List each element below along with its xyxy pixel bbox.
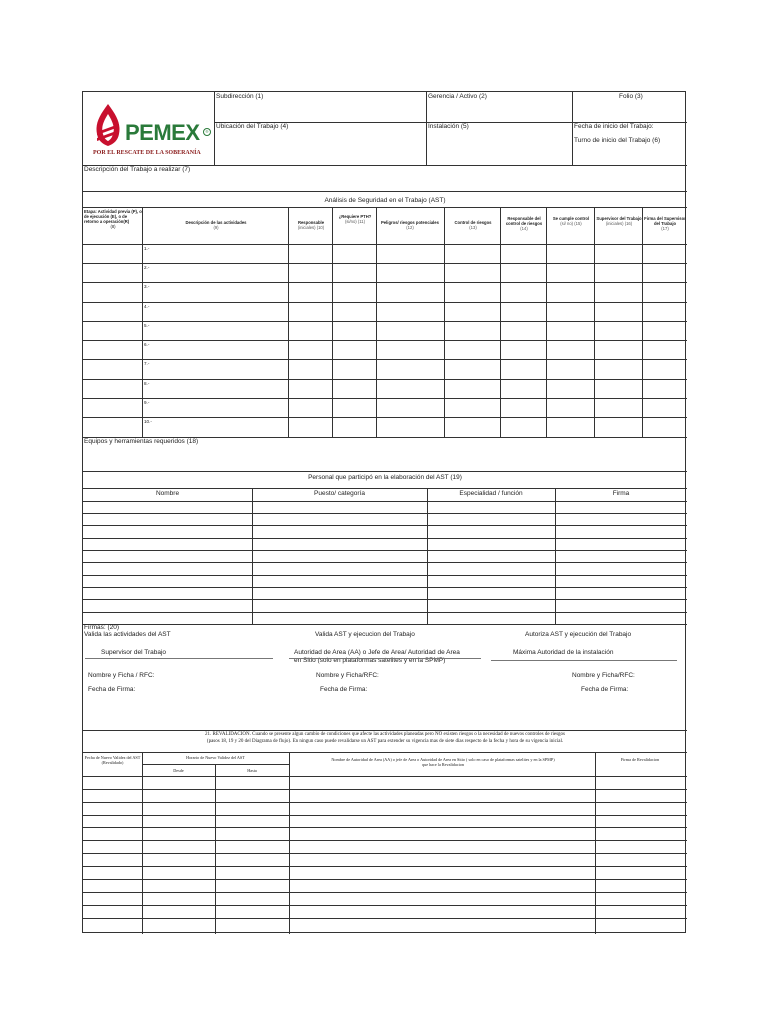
col-resp-control-header: Responsable del control de riesgos (14) — [505, 216, 543, 231]
col-peligros-header: Peligros/ riesgos potenciales (12) — [381, 220, 439, 230]
ast-row-8: 8.- — [144, 381, 150, 386]
reval-col-firma: Firma de Revalidacion — [620, 757, 660, 762]
reval-col-nombre: Nombre de Autoridad de Area (AA) o jefe de Area o Autoridad de Area en Sitio ( solo en caso de plataformas satelites y en la SPMP) que hace la Revalidacion — [331, 757, 555, 767]
fecha-inicio-label: Fecha de inicio del Trabajo: — [574, 123, 654, 130]
reval-col-horario: Horario de Nuevo Validez del AST — [186, 755, 245, 760]
reval-col-desde: Desde — [173, 768, 184, 773]
ubicacion-label: Ubicación del Trabajo (4) — [216, 123, 289, 130]
valida-ejecucion-label: Valida AST y ejecucion del Trabajo — [315, 631, 415, 638]
ast-row-5: 5.- — [144, 323, 150, 328]
supervisor-label: Supervisor del Trabajo — [101, 649, 167, 656]
fecha-firma-1: Fecha de Firma: — [88, 686, 136, 693]
autoridad-label: Autoridad de Area (AA) o Jefe de Area/ Autoridad de Area en Sitio (solo en plataformas satelites y en la SPMP) — [294, 649, 460, 664]
ast-row-3: 3.- — [144, 284, 150, 289]
personal-title: Personal que participó en la elaboración del AST (19) — [308, 474, 462, 481]
gerencia-label: Gerencia / Activo (2) — [428, 93, 487, 100]
col-supervisor-header: Supervisor del Trabajo (iniciales) (16) — [596, 216, 642, 226]
autoriza-label: Autoriza AST y ejecución del Trabajo — [525, 631, 632, 638]
personal-col-puesto: Puesto/ categoría — [314, 490, 365, 497]
logo-text: PEMEX — [125, 120, 200, 145]
nombre-ficha-1: Nombre y Ficha / RFC: — [88, 672, 155, 679]
ast-row-6: 6.- — [144, 342, 150, 347]
nombre-ficha-2: Nombre y Ficha/RFC: — [316, 672, 379, 679]
col-se-cumple-header: Se cumple control (si/ no) (15) — [552, 216, 590, 226]
col-firma-header: Firma del Supervisor del Trabajo (17) — [644, 216, 686, 231]
ast-row-1: 1.- — [144, 246, 150, 251]
instalacion-label: Instalación (5) — [428, 123, 469, 130]
registered-icon: ® — [203, 128, 211, 136]
reval-col-fecha: Fecha de Nuevo Validez del AST (Revalidado) — [84, 755, 141, 765]
firmas-label: Firmas: (20) — [84, 624, 120, 631]
ast-row-2: 2.- — [144, 265, 150, 270]
reval-col-hasta: Hasta — [247, 768, 257, 773]
logo-tagline: POR EL RESCATE DE LA SOBERANÍA — [93, 150, 201, 156]
col-responsable-header: Responsable (iniciales) (10) — [297, 220, 325, 230]
subdireccion-label: Subdirección (1) — [216, 93, 264, 100]
ast-title: Análisis de Seguridad en el Trabajo (AST) — [324, 197, 446, 204]
revalidacion-text: 21. REVALIDACION. Cuando se presente algun cambio de condiciones que afecte las actividades planeadas pero NO existen riesgos o la necesidad de nuevos controles de riesgos (pasos 18, 19 y 20 del Diagrama de flujo). En ningun caso puede revalidarse un AST para extender su vigencia mas de siete dias respecto de la fecha y hora de su vigencia inicial. — [205, 732, 565, 744]
fecha-firma-3: Fecha de Firma: — [581, 686, 629, 693]
turno-inicio-label: Turno de inicio del Trabajo (6) — [574, 137, 661, 144]
descripcion-label: Descripción del Trabajo a realizar (7) — [84, 166, 191, 173]
personal-col-firma: Firma — [612, 490, 630, 497]
maxima-label: Máxima Autoridad de la instalación — [513, 649, 614, 656]
fecha-firma-2: Fecha de Firma: — [320, 686, 368, 693]
ast-form — [82, 91, 686, 933]
folio-label: Folio (3) — [619, 93, 643, 100]
ast-row-4: 4.- — [144, 304, 150, 309]
nombre-ficha-3: Nombre y Ficha/RFC: — [572, 672, 635, 679]
pemex-flame-icon — [91, 102, 125, 148]
col-etapa-header: Etapa: Actividad previa (P), o de ejecución (E), o de retorno a operación(R) (8) — [84, 209, 142, 229]
col-descripcion-header: Descripción de las actividades (9) — [185, 220, 247, 230]
col-control-header: Control de riesgos (13) — [454, 220, 492, 230]
ast-row-7: 7.- — [144, 361, 150, 366]
pemex-logo — [87, 98, 211, 158]
valida-actividades-label: Valida las actividades del AST — [84, 631, 171, 638]
ast-row-10: 10.- — [144, 419, 152, 424]
personal-col-especialidad: Especialidad / función — [459, 490, 523, 497]
ast-row-9: 9.- — [144, 400, 150, 405]
personal-col-nombre: Nombre — [155, 490, 180, 497]
col-requiere-header: ¿Requiere PTH? (si/no) (11) — [338, 214, 372, 224]
equipos-label: Equipos y herramientas requeridos (18) — [84, 438, 199, 445]
